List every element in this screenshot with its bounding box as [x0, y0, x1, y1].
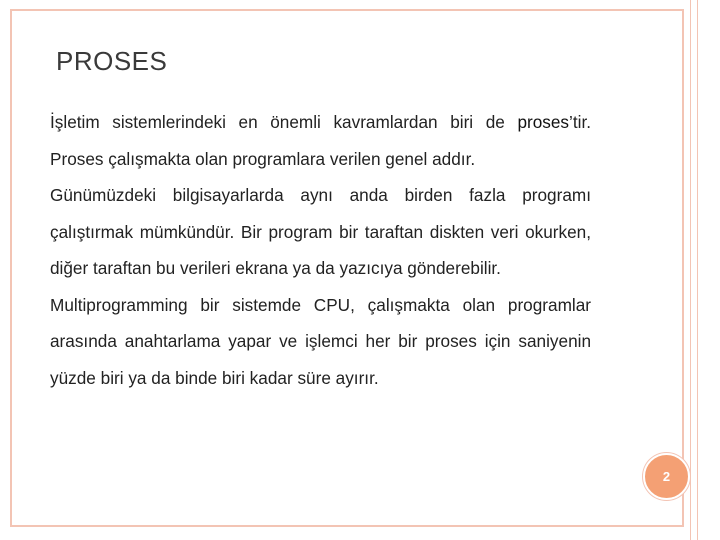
- decorative-edge-line: [697, 0, 698, 540]
- paragraph-1-prefix: İşletim sistemlerindeki en önemli kavramlardan biri de: [50, 112, 518, 132]
- page-number-badge: 2: [643, 453, 690, 500]
- decorative-edge-line: [690, 0, 691, 540]
- slide-title: PROSES: [56, 46, 168, 76]
- paragraph-1-suffix: ’tir. Proses çalışmakta olan programlara verilen genel addır.: [50, 112, 591, 169]
- paragraph-2: Günümüzdeki bilgisayarlarda aynı anda birden fazla programı çalıştırmak mümkündür. Bir program bir taraftan diskten veri okurken, diğer taraftan bu verileri ekrana ya da yazıcıya gönderebilir.: [50, 185, 591, 278]
- slide-body: [50, 104, 591, 396]
- frame-right-border: [682, 9, 684, 527]
- frame-left-border: [10, 9, 12, 527]
- term-proses: proses: [517, 112, 570, 132]
- frame-bottom-border: [10, 525, 684, 527]
- paragraph-3: Multiprogramming bir sistemde CPU, çalışmakta olan programlar arasında anahtarlama yapar ve işlemci her bir proses için saniyenin yüzde biri ya da binde biri kadar süre ayırır.: [50, 294, 591, 388]
- frame-top-border: [10, 9, 684, 11]
- paragraph-1: [50, 104, 591, 177]
